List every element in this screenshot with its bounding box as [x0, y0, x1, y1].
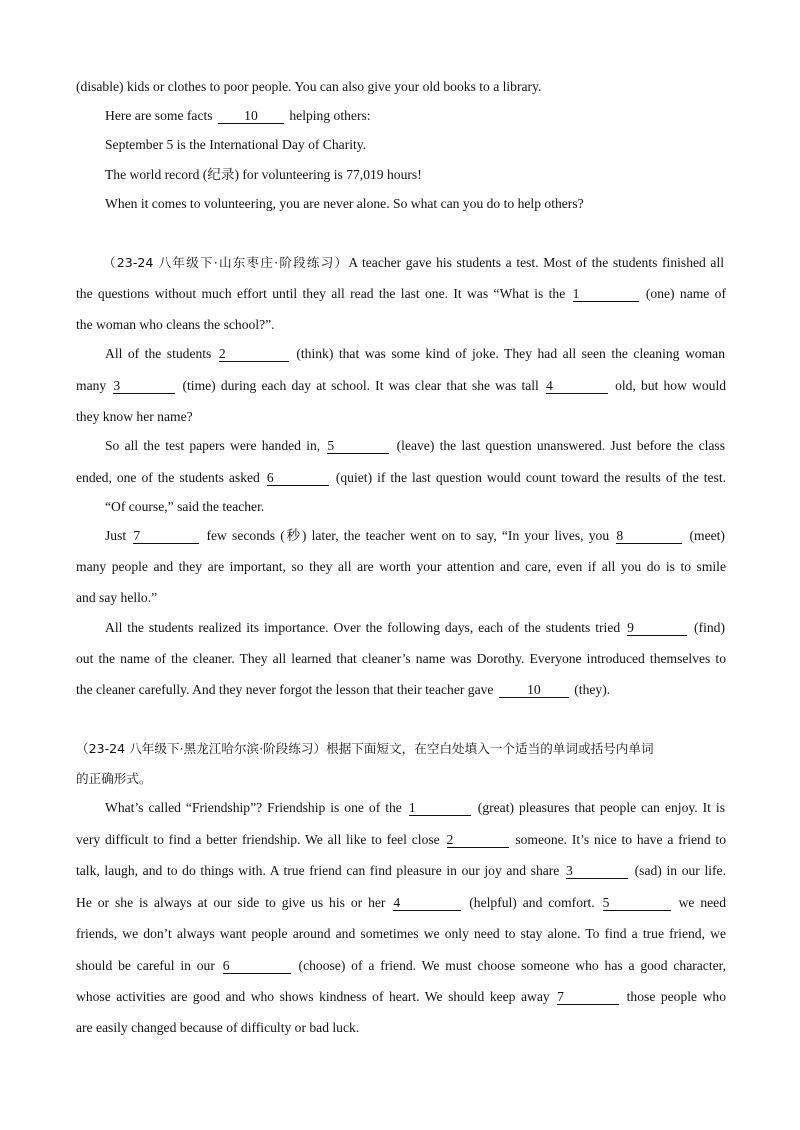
text-line: the cleaner carefully. And they never forgot the lesson that their teacher gave 10 (they).	[76, 682, 611, 697]
text-line: “Of course,” said the teacher.	[105, 499, 265, 514]
text-line: All of the students 2 (think) that was some kind of joke. They had all seen the cleaning woman	[105, 346, 725, 361]
answer-blank[interactable]: 5	[603, 895, 671, 911]
text-line: many people and they are important, so they all are worth your attention and care, even if all you do is to smile	[76, 559, 726, 574]
text-line: The world record (纪录) for volunteering is 77,019 hours!	[105, 167, 422, 182]
answer-blank[interactable]: 4	[393, 895, 461, 911]
text-line: and say hello.”	[76, 590, 158, 605]
source-label: 的正确形式。	[76, 771, 152, 786]
text-line: So all the test papers were handed in, 5 (leave) the last question unanswered. Just before the class	[105, 438, 725, 453]
answer-blank[interactable]: 5	[327, 438, 389, 454]
answer-blank[interactable]: 6	[223, 958, 291, 974]
text-line: the woman who cleans the school?”.	[76, 317, 275, 332]
text-line: ended, one of the students asked 6 (quiet) if the last question would count toward the results of the test.	[76, 470, 727, 485]
text-line: very difficult to find a better friendship. We all like to feel close 2 someone. It’s nice to have a friend to	[76, 832, 726, 847]
text-line: friends, we don’t always want people around and sometimes we only need to stay alone. To find a true friend, we	[76, 926, 726, 941]
answer-blank[interactable]: 10	[499, 682, 569, 698]
text-line: they know her name?	[76, 409, 193, 424]
text-line: talk, laugh, and to do things with. A true friend can find pleasure in our joy and share 3 (sad) in our life.	[76, 863, 726, 878]
text-line: Here are some facts 10 helping others:	[105, 108, 371, 123]
answer-blank[interactable]: 3	[566, 863, 628, 879]
text-line: many 3 (time) during each day at school. It was clear that she was tall 4 old, but how would	[76, 378, 727, 393]
answer-blank[interactable]: 7	[557, 989, 619, 1005]
text-line: （23-24 八年级下·山东枣庄·阶段练习）A teacher gave his students a test. Most of the students finished all	[103, 255, 725, 270]
answer-blank[interactable]: 2	[219, 346, 289, 362]
answer-blank[interactable]: 1	[573, 286, 639, 302]
text-line: (disable) kids or clothes to poor people. You can also give your old books to a library.	[76, 79, 542, 94]
answer-blank[interactable]: 9	[627, 620, 687, 636]
answer-blank[interactable]: 1	[409, 800, 471, 816]
text-line: He or she is always at our side to give us his or her 4 (helpful) and comfort. 5 we need	[76, 895, 726, 910]
answer-blank[interactable]: 3	[113, 378, 175, 394]
text-line: September 5 is the International Day of Charity.	[105, 137, 367, 152]
text-line: out the name of the cleaner. They all learned that cleaner’s name was Dorothy. Everyone introduced themselves to	[76, 651, 726, 666]
text-line: are easily changed because of difficulty or bad luck.	[76, 1020, 360, 1035]
answer-blank[interactable]: 2	[447, 832, 509, 848]
text-line: should be careful in our 6 (choose) of a friend. We must choose someone who has a good character,	[76, 958, 727, 973]
text-line: Just 7 few seconds (秒) later, the teacher went on to say, “In your lives, you 8 (meet)	[105, 528, 725, 543]
text-line: What’s called “Friendship”? Friendship is one of the 1 (great) pleasures that people can enjoy. It is	[105, 800, 725, 815]
answer-blank[interactable]: 6	[267, 470, 329, 486]
text-line: All the students realized its importance. Over the following days, each of the students tried 9 (find)	[105, 620, 725, 635]
source-label: （23-24 八年级下·黑龙江哈尔滨·阶段练习）根据下面短文，在空白处填入一个适当的单词或括号内单词	[76, 741, 654, 756]
answer-blank[interactable]: 7	[133, 528, 199, 544]
source-label: （23-24 八年级下·山东枣庄·阶段练习）	[103, 255, 349, 270]
text-line: When it comes to volunteering, you are never alone. So what can you do to help others?	[105, 196, 584, 211]
answer-blank[interactable]: 4	[546, 378, 608, 394]
text-line: whose activities are good and who shows kindness of heart. We should keep away 7 those people who	[76, 989, 726, 1004]
answer-blank[interactable]: 10	[218, 108, 284, 124]
answer-blank[interactable]: 8	[616, 528, 682, 544]
text-line: the questions without much effort until they all read the last one. It was “What is the 1 (one) name of	[76, 286, 726, 301]
